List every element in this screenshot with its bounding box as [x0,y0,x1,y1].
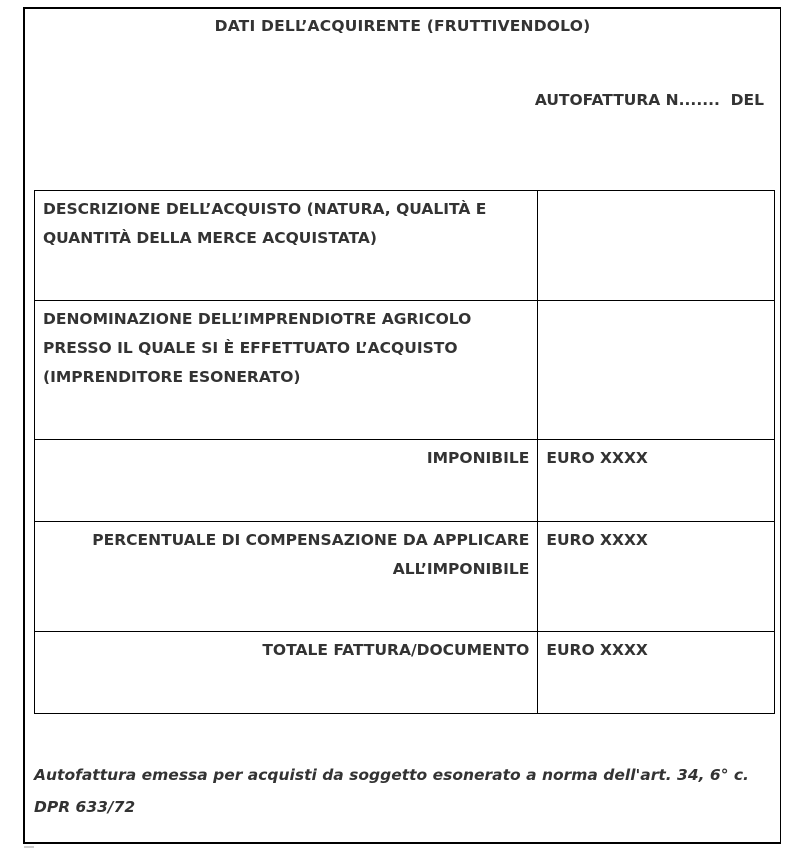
row-label: IMPONIBILE [35,440,538,522]
row-value: EURO XXXX [538,632,775,714]
table-row-description [35,191,775,301]
invoice-frame [23,7,781,844]
buyer-header: DATI DELL’ACQUIRENTE (FRUTTIVENDOLO) [214,17,591,35]
table-row-total [35,632,775,714]
table-row-taxable [35,440,775,522]
row-label: PERCENTUALE DI COMPENSAZIONE DA APPLICARE ALL’IMPONIBILE [35,522,538,632]
table-row-compensation [35,522,775,632]
invoice-table [34,190,775,714]
row-label: DENOMINAZIONE DELL’IMPRENDIOTRE AGRICOLO PRESSO IL QUALE SI È EFFETTUATO L’ACQUISTO (IMPRENDITORE ESONERATO) [35,301,538,440]
row-label: DESCRIZIONE DELL’ACQUISTO (NATURA, QUALITÀ E QUANTITÀ DELLA MERCE ACQUISTATA) [35,191,538,301]
row-label: TOTALE FATTURA/DOCUMENTO [35,632,538,714]
row-value [538,191,775,301]
table-row-farmer-name [35,301,775,440]
row-value: EURO XXXX [538,522,775,632]
invoice-number-line: AUTOFATTURA N....... DEL [534,91,764,109]
footer-note: Autofattura emessa per acquisti da soggetto esonerato a norma dell'art. 34, 6° c. DPR 633/72 [34,766,749,816]
row-value [538,301,775,440]
row-value: EURO XXXX [538,440,775,522]
